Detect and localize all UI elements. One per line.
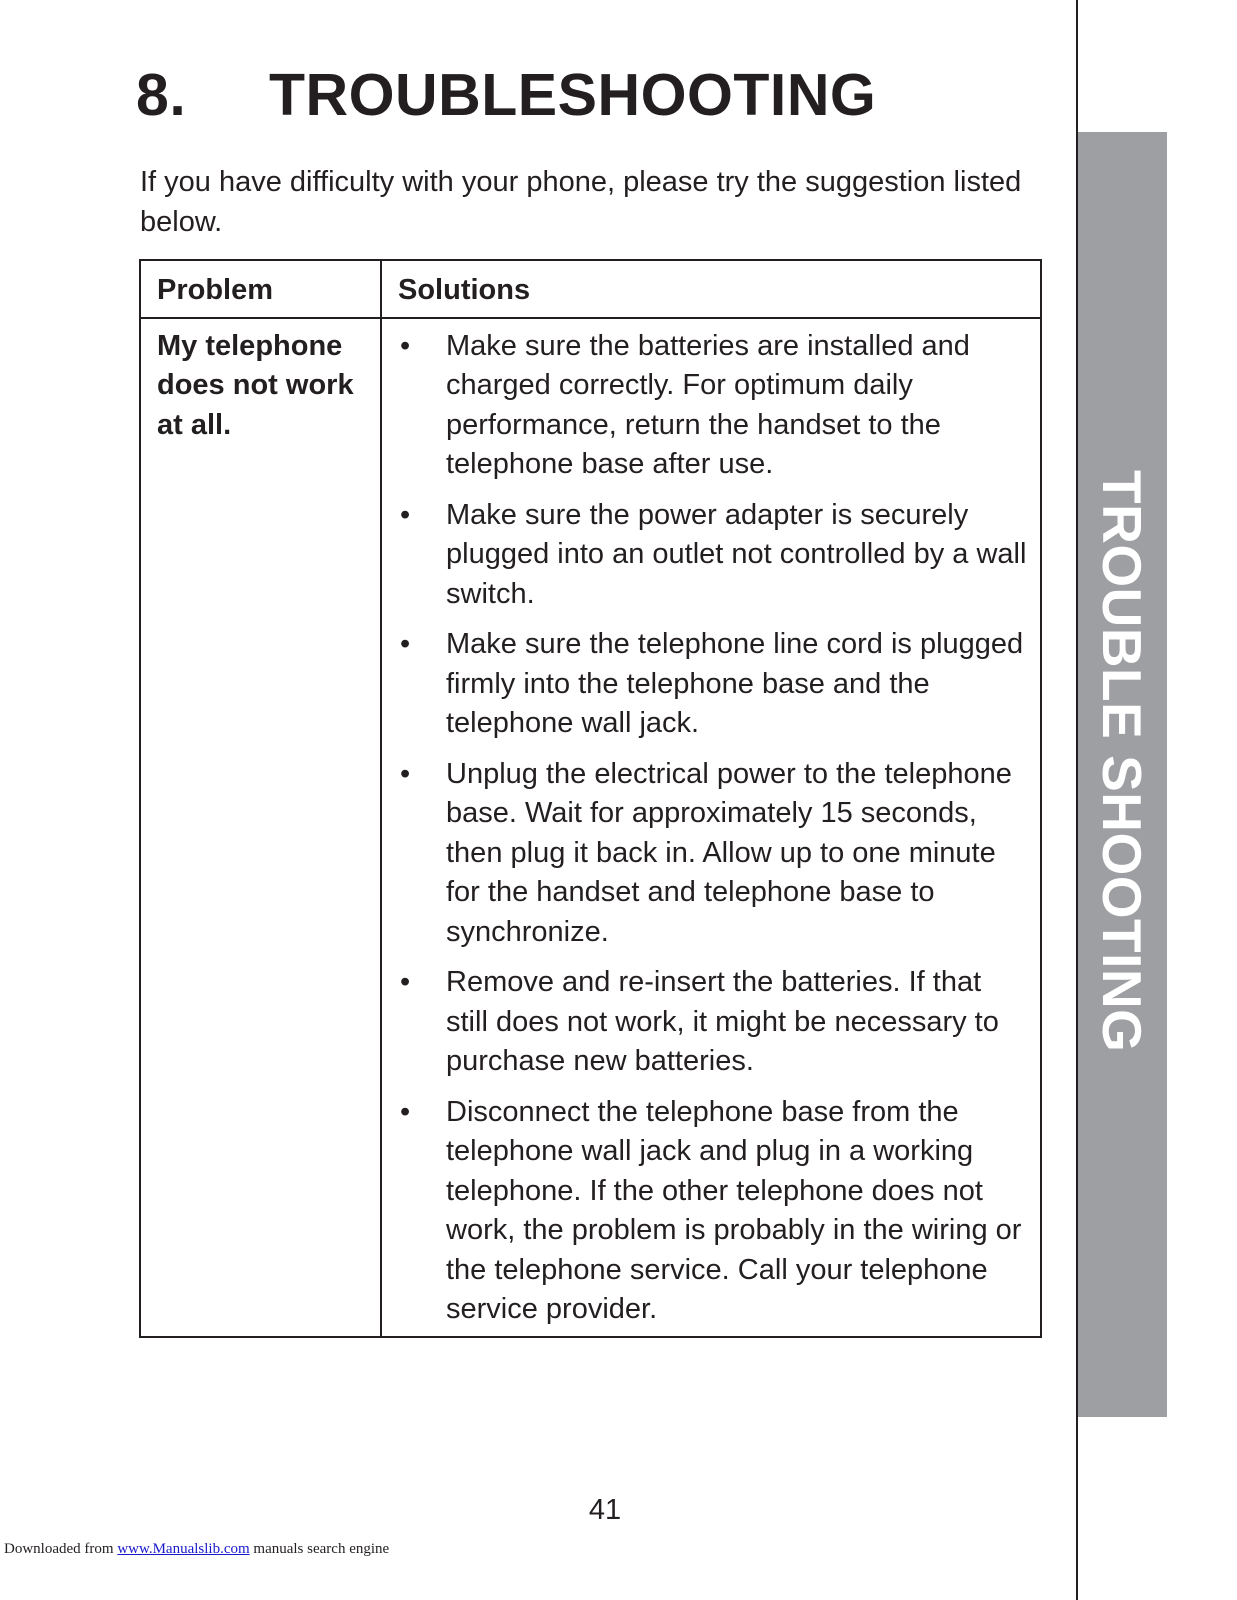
solution-item <box>400 755 1028 953</box>
solutions-list <box>400 327 1028 1330</box>
table-row <box>140 318 1041 1337</box>
section-title: TROUBLESHOOTING <box>269 62 877 128</box>
solution-text: Disconnect the telephone base from the telephone wall jack and plug in a working telephone. If the other telephone does not work, the problem is probably in the wiring or the telephone service. Call your telephone service provider. <box>446 1095 1022 1325</box>
page-title <box>136 60 876 130</box>
side-tab-label: TROUBLE SHOOTING <box>1091 470 1153 1053</box>
problem-cell: My telephone does not work at all. <box>140 318 381 1337</box>
troubleshooting-table <box>139 259 1042 1338</box>
bullet-icon: • <box>400 498 411 531</box>
solution-item <box>400 496 1028 615</box>
bullet-icon: • <box>400 757 411 790</box>
intro-paragraph: If you have difficulty with your phone, please try the suggestion listed below. <box>140 166 1022 238</box>
solution-item <box>400 327 1028 485</box>
solutions-column-header: Solutions <box>381 260 1041 318</box>
solution-text: Make sure the power adapter is securely plugged into an outlet not controlled by a wall switch. <box>446 498 1027 610</box>
bullet-icon: • <box>400 1095 411 1128</box>
solution-text: Make sure the telephone line cord is plugged firmly into the telephone base and the telephone wall jack. <box>446 628 1024 739</box>
table-header-row <box>140 260 1041 318</box>
footer-suffix: manuals search engine <box>249 1541 390 1557</box>
solutions-cell <box>381 318 1041 1337</box>
download-footer <box>4 1541 389 1558</box>
footer-prefix: Downloaded from <box>4 1541 118 1557</box>
problem-column-header: Problem <box>140 260 381 318</box>
bullet-icon: • <box>400 329 411 362</box>
solution-item <box>400 1093 1028 1330</box>
bullet-icon: • <box>400 966 411 998</box>
manualslib-link[interactable]: www.Manualslib.com <box>117 1541 250 1557</box>
bullet-icon: • <box>400 628 411 660</box>
solution-item <box>400 963 1028 1082</box>
solution-text: Remove and re-insert the batteries. If that still does not work, it might be necessary to purchase new batteries. <box>446 966 999 1077</box>
solution-text: Make sure the batteries are installed and charged correctly. For optimum daily performance, return the handset to the telephone base after use. <box>446 329 970 480</box>
solution-item <box>400 625 1028 744</box>
section-number: 8. <box>136 62 187 128</box>
solution-text: Unplug the electrical power to the telephone base. Wait for approximately 15 seconds, then plug it back in. Allow up to one minute for the handset and telephone base to synchronize. <box>446 757 1012 948</box>
page-number: 41 <box>588 1494 622 1526</box>
